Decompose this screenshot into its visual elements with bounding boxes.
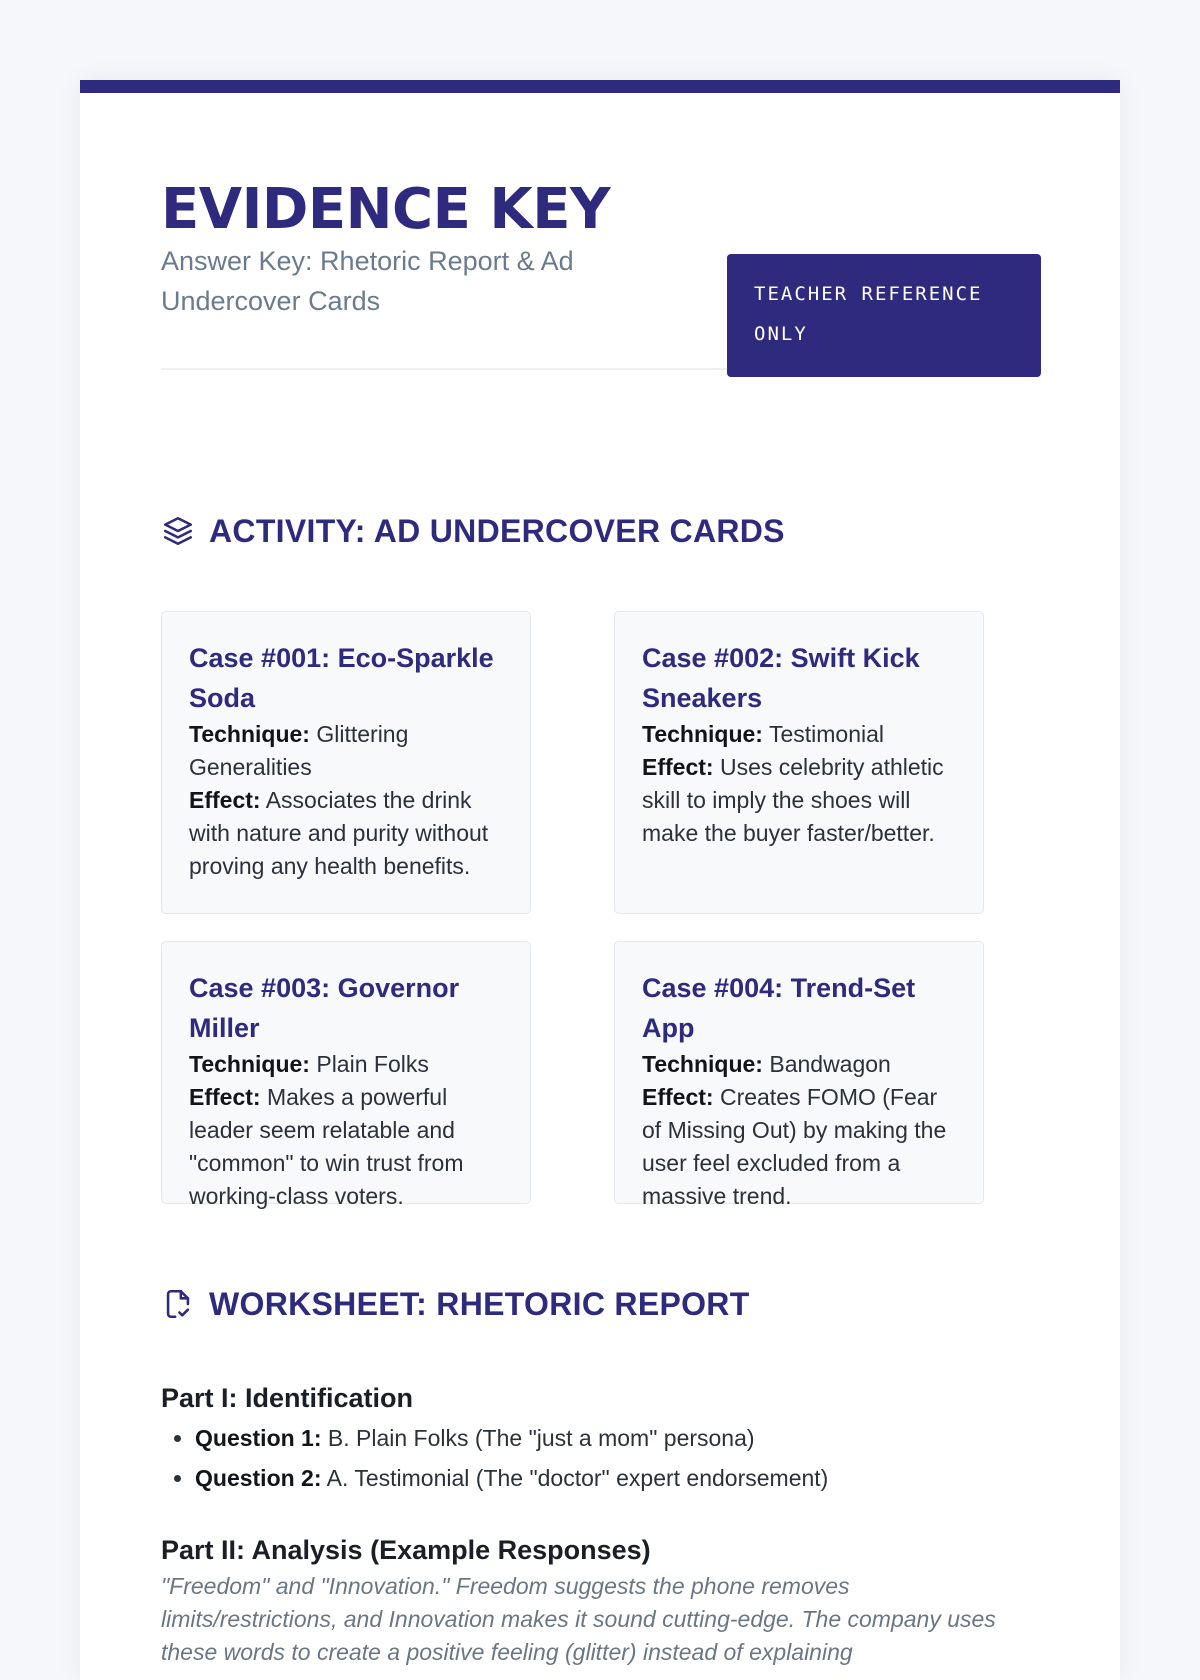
case-card-title: Case #003: Governor Miller [189,973,460,1043]
layers-icon [161,514,195,548]
effect-label: Effect: [642,754,714,780]
question-answer: A. Testimonial (The "doctor" expert endorsement) [326,1465,829,1491]
case-card [614,611,984,914]
list-item [195,1418,1041,1458]
document-page [80,80,1120,1680]
question-label: Question 2: [195,1465,322,1491]
worksheet-section-heading [161,1284,750,1324]
case-card-title: Case #004: Trend-Set App [642,973,916,1043]
example-response: "Freedom" and "Innovation." Freedom suggests the phone removes limits/restrictions, and Innovation makes it sound cutting-edge. The company uses these words to create a positive feeling (glitter) instead of explaining [161,1573,996,1665]
case-card-effect [189,1081,504,1213]
case-card-title: Case #002: Swift Kick Sneakers [642,643,920,713]
technique-value: Plain Folks [316,1051,429,1077]
effect-label: Effect: [189,787,261,813]
technique-label: Technique: [642,1051,763,1077]
technique-label: Technique: [189,1051,310,1077]
worksheet-heading-label: WORKSHEET: RHETORIC REPORT [209,1285,750,1322]
case-card-title: Case #001: Eco-Sparkle Soda [189,643,494,713]
technique-value: Glittering Generalities [189,721,409,780]
list-item [195,1458,1041,1498]
part-two-title: Part II: Analysis (Example Responses) [161,1535,651,1565]
case-card-effect [642,1081,957,1213]
case-card-effect [189,784,504,883]
case-card [161,611,531,914]
page-title: EVIDENCE KEY [161,177,611,242]
activity-section-heading [161,511,785,551]
teacher-reference-badge: TEACHER REFERENCE ONLY [727,254,1041,377]
effect-label: Effect: [642,1084,714,1110]
case-card-effect [642,751,957,850]
question-answer: B. Plain Folks (The "just a mom" persona) [327,1425,755,1451]
part-one-list [161,1418,1041,1498]
effect-value: Uses celebrity athletic skill to imply the shoes will make the buyer faster/better. [642,754,944,846]
technique-value: Bandwagon [769,1051,891,1077]
part-one-title: Part I: Identification [161,1383,414,1413]
page-subtitle: Answer Key: Rhetoric Report & Ad Undercover Cards [161,246,574,316]
worksheet-answers [161,1378,1041,1669]
activity-heading-label: ACTIVITY: AD UNDERCOVER CARDS [209,512,785,549]
case-card-technique [642,1048,957,1081]
document-check-icon [161,1287,195,1321]
case-card [161,941,531,1209]
effect-value: Creates FOMO (Fear of Missing Out) by making the user feel excluded from a massive trend. [642,1084,947,1209]
case-card-technique [642,718,957,751]
page-header [161,93,1041,370]
top-accent-bar [80,80,1120,93]
question-label: Question 1: [195,1425,322,1451]
effect-label: Effect: [189,1084,261,1110]
page-content [161,93,1041,1665]
effect-value: Associates the drink with nature and purity without proving any health benefits. [189,787,489,879]
case-card [614,941,984,1209]
case-card-technique [189,1048,504,1081]
technique-label: Technique: [642,721,763,747]
technique-value: Testimonial [768,721,884,747]
technique-label: Technique: [189,721,310,747]
case-card-technique [189,718,504,784]
effect-value: Makes a powerful leader seem relatable and "common" to win trust from working-class voters. [189,1084,464,1209]
